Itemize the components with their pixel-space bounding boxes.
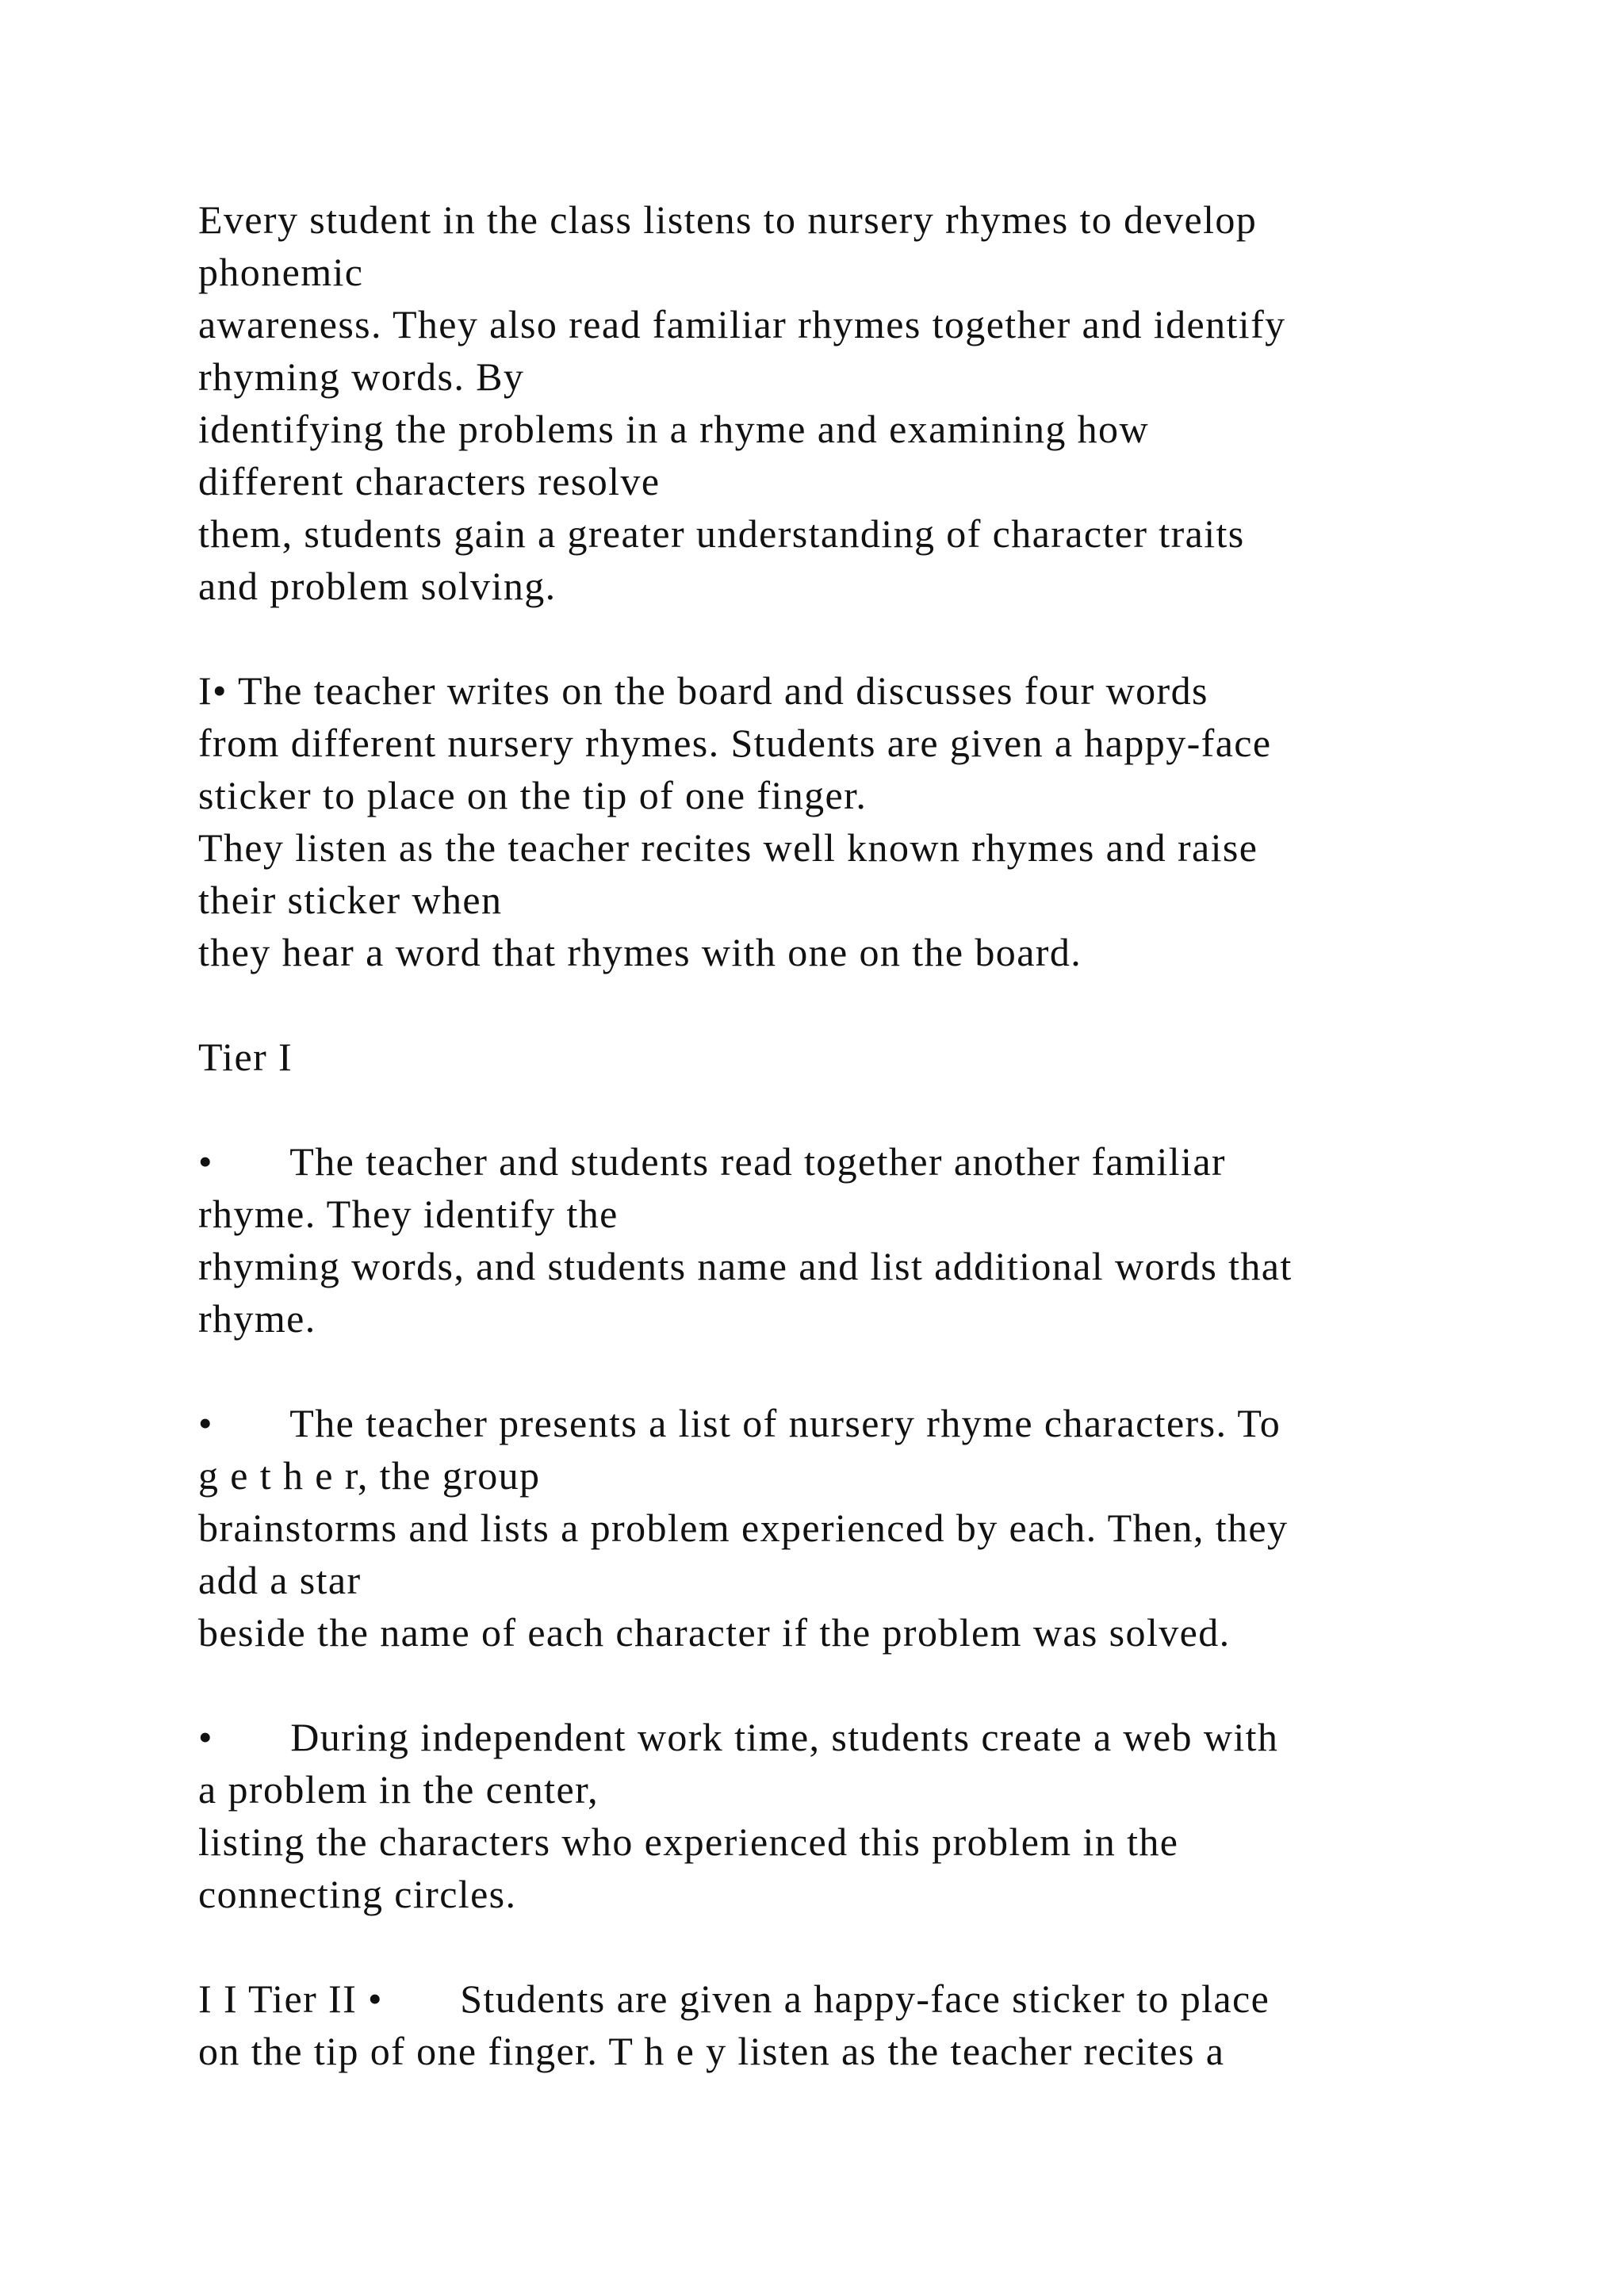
text-line: and problem solving. [198, 564, 557, 608]
text-line: connecting circles. [198, 1872, 517, 1916]
text-line: rhyming words. By [198, 354, 525, 399]
text-line: • The teacher presents a list of nursery rhyme characters. To [198, 1401, 1281, 1445]
text-line: add a star [198, 1558, 362, 1602]
document-body [198, 193, 1530, 2077]
text-line: listing the characters who experienced this problem in the [198, 1820, 1179, 1864]
paragraph-gap [198, 612, 1530, 664]
text-line: Every student in the class listens to nursery rhymes to develop [198, 197, 1258, 242]
text-line: rhyme. They identify the [198, 1192, 619, 1236]
text-line: beside the name of each character if the problem was solved. [198, 1610, 1231, 1655]
text-line: They listen as the teacher recites well known rhymes and raise [198, 825, 1258, 870]
text-line: brainstorms and lists a problem experienced by each. Then, they [198, 1506, 1289, 1550]
text-line: from different nursery rhymes. Students are given a happy-face [198, 721, 1272, 765]
text-line: identifying the problems in a rhyme and examining how [198, 407, 1149, 451]
text-line: rhyming words, and students name and list additional words that [198, 1244, 1293, 1288]
paragraph-gap [198, 1345, 1530, 1397]
text-line: I• The teacher writes on the board and discusses four words [198, 668, 1208, 713]
text-line: • During independent work time, students create a web with [198, 1715, 1279, 1759]
paragraph-gap [198, 978, 1530, 1031]
text-line: a problem in the center, [198, 1767, 599, 1812]
paragraph-gap [198, 1659, 1530, 1711]
text-line: rhyme. [198, 1296, 316, 1341]
text-line: different characters resolve [198, 459, 661, 503]
text-line: awareness. They also read familiar rhymes together and identify [198, 302, 1286, 346]
paragraph-gap [198, 1920, 1530, 1973]
text-line: their sticker when [198, 878, 503, 922]
text-line: g e t h e r, the group [198, 1453, 541, 1498]
text-line: • The teacher and students read together another familiar [198, 1139, 1226, 1184]
text-line: on the tip of one finger. T h e y listen as the teacher recites a [198, 2029, 1225, 2073]
text-line: I I Tier II • Students are given a happy-face sticker to place [198, 1976, 1270, 2021]
text-line: them, students gain a greater understanding of character traits [198, 511, 1245, 556]
text-line: sticker to place on the tip of one finger. [198, 773, 868, 817]
text-line: phonemic [198, 250, 364, 294]
text-line: they hear a word that rhymes with one on the board. [198, 930, 1082, 974]
text-line: Tier I [198, 1035, 293, 1079]
paragraph-gap [198, 1083, 1530, 1135]
